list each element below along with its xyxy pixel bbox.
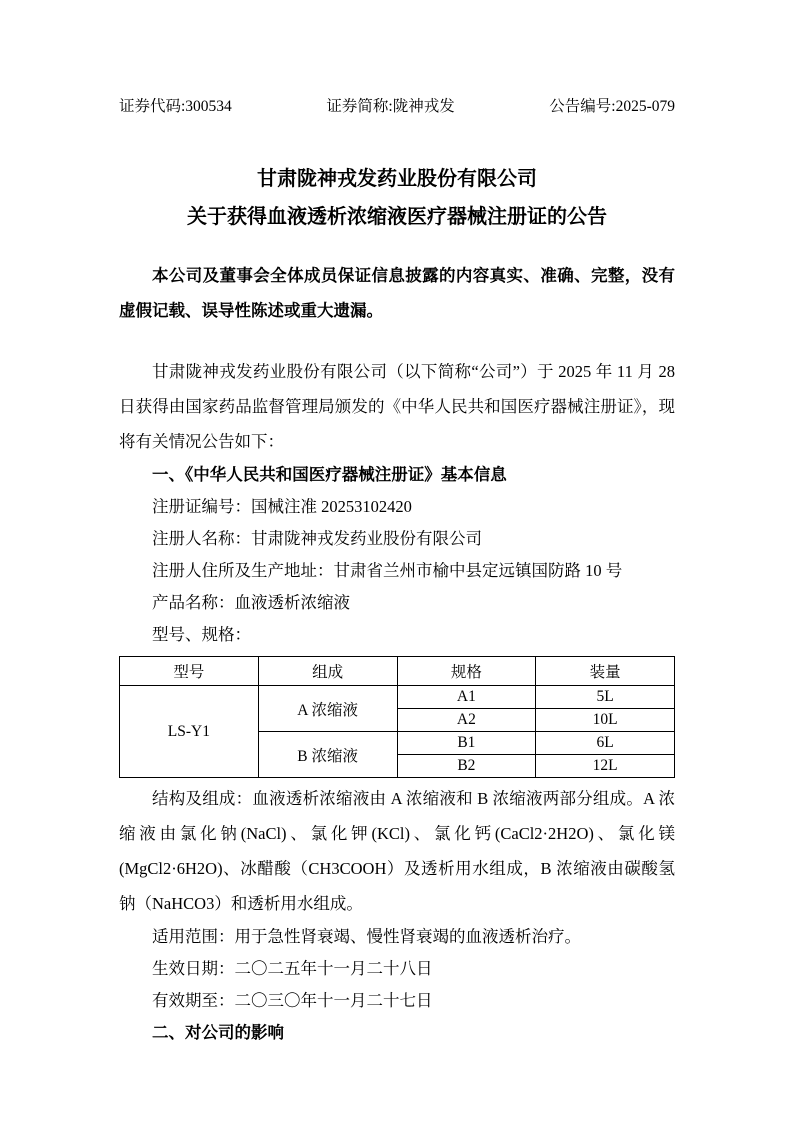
expiry-date: 有效期至：二〇三〇年十一月二十七日 — [152, 991, 433, 1010]
column-header-model: 型号 — [120, 657, 259, 686]
stock-code: 证券代码:300534 — [119, 98, 232, 115]
title-line-2: 关于获得血液透析浓缩液医疗器械注册证的公告 — [187, 206, 607, 228]
spec-cell: A2 — [397, 709, 536, 732]
document-title — [119, 160, 675, 236]
volume-cell: 12L — [536, 755, 675, 778]
registrant-address: 注册人住所及生产地址：甘肃省兰州市榆中县定远镇国防路 10 号 — [152, 561, 623, 580]
announcement-number: 公告编号:2025-079 — [549, 98, 675, 115]
disclaimer-statement: 本公司及董事会全体成员保证信息披露的内容真实、准确、完整，没有虚假记载、误导性陈述或重大遗漏。 — [119, 266, 675, 320]
column-header-component: 组成 — [258, 657, 397, 686]
model-cell: LS-Y1 — [120, 686, 259, 778]
registration-certificate-number: 注册证编号：国械注准 20253102420 — [152, 497, 412, 516]
model-spec-label: 型号、规格： — [152, 625, 251, 644]
column-header-volume: 装量 — [536, 657, 675, 686]
intro-paragraph: 甘肃陇神戎发药业股份有限公司（以下简称“公司”）于 2025 年 11 月 28 日获得由国家药品监督管理局颁发的《中华人民共和国医疗器械注册证》，现将有关情况公告如下： — [119, 362, 675, 451]
component-a-cell: A 浓缩液 — [258, 686, 397, 732]
structure-composition-paragraph: 结构及组成：血液透析浓缩液由 A 浓缩液和 B 浓缩液两部分组成。A 浓缩液由氯化钠(NaCl)、氯化钾(KCl)、氯化钙(CaCl2·2H2O)、氯化镁(MgCl2·6H2O)、冰醋酸（CH3COOH）及透析用水组成，B 浓缩液由碳酸氢钠（NaHCO3）和透析用水组成。 — [119, 789, 675, 913]
title-line-1: 甘肃陇神戎发药业股份有限公司 — [257, 168, 537, 190]
spec-cell: B2 — [397, 755, 536, 778]
table-row — [120, 686, 675, 709]
registrant-name: 注册人名称：甘肃陇神戎发药业股份有限公司 — [152, 529, 482, 548]
section-2-heading: 二、对公司的影响 — [152, 1023, 284, 1042]
volume-cell: 10L — [536, 709, 675, 732]
volume-cell: 6L — [536, 732, 675, 755]
model-spec-table — [119, 656, 675, 778]
column-header-spec: 规格 — [397, 657, 536, 686]
effective-date: 生效日期：二〇二五年十一月二十八日 — [152, 959, 433, 978]
section-1-heading: 一、《中华人民共和国医疗器械注册证》基本信息 — [152, 465, 507, 484]
table-header-row — [120, 657, 675, 686]
stock-name: 证券简称:陇神戎发 — [326, 98, 455, 115]
spec-cell: A1 — [397, 686, 536, 709]
spec-cell: B1 — [397, 732, 536, 755]
document-header — [119, 98, 675, 116]
component-b-cell: B 浓缩液 — [258, 732, 397, 778]
volume-cell: 5L — [536, 686, 675, 709]
product-name: 产品名称：血液透析浓缩液 — [152, 593, 350, 612]
applicable-scope: 适用范围：用于急性肾衰竭、慢性肾衰竭的血液透析治疗。 — [152, 927, 581, 946]
